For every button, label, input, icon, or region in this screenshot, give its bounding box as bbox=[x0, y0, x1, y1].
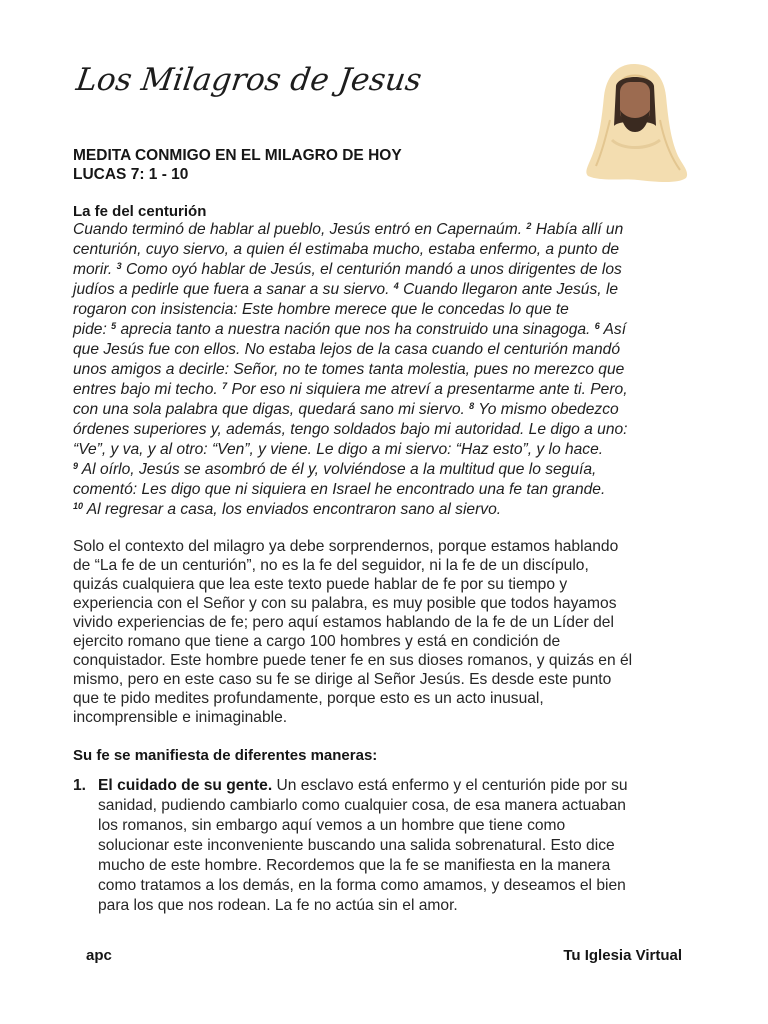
scripture-line bbox=[73, 460, 699, 480]
jesus-portrait-icon bbox=[582, 60, 690, 186]
verse-number: 8 bbox=[469, 401, 475, 411]
verse-text: aprecia tanto a nuestra nación que nos ha construido una sinagoga. bbox=[116, 321, 595, 338]
verse-text: centurión, cuyo siervo, a quien él estimaba mucho, estaba enfermo, a punto de bbox=[73, 241, 620, 258]
verse-number: 9 bbox=[73, 461, 79, 471]
scripture-title: La fe del centurión bbox=[73, 203, 207, 220]
verse-text: Al regresar a casa, los enviados encontraron sano al siervo. bbox=[83, 501, 502, 518]
scripture-passage bbox=[73, 220, 699, 520]
list-item-line bbox=[98, 776, 698, 796]
commentary-line: incomprensible e inimaginable. bbox=[73, 709, 288, 726]
verse-number: 7 bbox=[222, 381, 228, 391]
scripture-line bbox=[73, 280, 699, 300]
scripture-line bbox=[73, 500, 699, 520]
scripture-line bbox=[73, 420, 699, 440]
manifest-subheading: Su fe se manifiesta de diferentes maneras: bbox=[73, 747, 378, 764]
list-item-line bbox=[98, 816, 698, 836]
verse-number: 3 bbox=[116, 261, 122, 271]
verse-number: 6 bbox=[594, 321, 600, 331]
scripture-line bbox=[73, 300, 699, 320]
scripture-line bbox=[73, 380, 699, 400]
verse-text: Cuando llegaron ante Jesús, le bbox=[398, 281, 619, 298]
verse-number: 2 bbox=[526, 221, 532, 231]
list-item-line bbox=[98, 896, 698, 916]
list-item-text: solucionar este inconveniente buscando una salida sobrenatural. Esto dice bbox=[98, 837, 615, 854]
list-item-text: para los que nos rodean. La fe no actúa sin el amor. bbox=[98, 897, 458, 914]
verse-text: unos amigos a decirle: Señor, no te tomes tanta molestia, pues no merezco que bbox=[73, 361, 625, 378]
commentary-line: quizás cualquiera que lea este texto puede hablar de fe por su tiempo y bbox=[73, 576, 568, 593]
verse-number: 10 bbox=[73, 501, 84, 511]
verse-text: que Jesús fue con ellos. No estaba lejos de la casa cuando el centurión mandó bbox=[73, 341, 620, 358]
scripture-line bbox=[73, 360, 699, 380]
verse-text: pide: bbox=[73, 321, 112, 338]
brand-title: Los Milagros de Jesus bbox=[74, 62, 424, 98]
scripture-line bbox=[73, 480, 699, 500]
verse-text: Yo mismo obedezco bbox=[474, 401, 619, 418]
footer-author: apc bbox=[86, 947, 112, 964]
commentary-line: que te pido medites profundamente, porque esto es un acto inusual, bbox=[73, 690, 544, 707]
verse-text: “Ve”, y va, y al otro: “Ven”, y viene. Le digo a mi siervo: “Haz esto”, y lo hace. bbox=[73, 441, 604, 458]
commentary-line: vivido experiencias de fe; pero aquí estamos hablando de la fe de un Líder del bbox=[73, 614, 614, 631]
list-item-line bbox=[98, 836, 698, 856]
commentary-line: Solo el contexto del milagro ya debe sorprendernos, porque estamos hablando bbox=[73, 538, 619, 555]
list-item-line bbox=[98, 856, 698, 876]
commentary-line: mismo, pero en este caso su fe se dirige al Señor Jesús. Es desde este punto bbox=[73, 671, 612, 688]
verse-text: morir. bbox=[73, 261, 117, 278]
list-item-text: Un esclavo está enfermo y el centurión pide por su bbox=[272, 777, 628, 794]
list-item-text: los romanos, sin embargo aquí vemos a un hombre que tiene como bbox=[98, 817, 566, 834]
heading-line-1: MEDITA CONMIGO EN EL MILAGRO DE HOY bbox=[73, 147, 402, 164]
list-item-text: mucho de este hombre. Recordemos que la fe se manifiesta en la manera bbox=[98, 857, 611, 874]
list-item-lead: El cuidado de su gente. bbox=[98, 777, 273, 794]
heading-line-2: LUCAS 7: 1 - 10 bbox=[73, 166, 189, 183]
scripture-line bbox=[73, 320, 699, 340]
commentary-line: de “La fe de un centurión”, no es la fe del seguidor, ni la fe de un discípulo, bbox=[73, 557, 589, 574]
scripture-line bbox=[73, 400, 699, 420]
verse-text: comentó: Les digo que ni siquiera en Israel he encontrado una fe tan grande. bbox=[73, 481, 606, 498]
verse-text: órdenes superiores y, además, tengo soldados bajo mi autoridad. Le digo a uno: bbox=[73, 421, 628, 438]
commentary-line: experiencia con el Señor y con su palabra, es muy posible que todos hayamos bbox=[73, 595, 617, 612]
verse-text: Cuando terminó de hablar al pueblo, Jesús entró en Capernaúm. bbox=[73, 221, 527, 238]
verse-text: judíos a pedirle que fuera a sanar a su siervo. bbox=[73, 281, 394, 298]
verse-text: Por eso ni siquiera me atreví a presentarme ante ti. Pero, bbox=[227, 381, 628, 398]
verse-text: Así bbox=[599, 321, 627, 338]
list-item-line bbox=[98, 796, 698, 816]
list-item-number: 1. bbox=[73, 777, 87, 794]
footer-site-name: Tu Iglesia Virtual bbox=[563, 947, 682, 964]
verse-text: Había allí un bbox=[531, 221, 624, 238]
scripture-line bbox=[73, 240, 699, 260]
verse-text: Al oírlo, Jesús se asombró de él y, volviéndose a la multitud que lo seguía, bbox=[78, 461, 597, 478]
commentary-line: ejercito romano que tiene a cargo 100 hombres y está en condición de bbox=[73, 633, 561, 650]
list-item-text: sanidad, pudiendo cambiarlo como cualquier cosa, de esa manera actuaban bbox=[98, 797, 626, 814]
page-heading bbox=[73, 146, 402, 184]
verse-text: rogaron con insistencia: Este hombre merece que le concedas lo que te bbox=[73, 301, 569, 318]
list-item-text: como tratamos a los demás, en la forma como amamos, y deseamos el bien bbox=[98, 877, 626, 894]
list-item-line bbox=[98, 876, 698, 896]
commentary-paragraph bbox=[73, 537, 701, 727]
verse-text: Como oyó hablar de Jesús, el centurión mandó a unos dirigentes de los bbox=[121, 261, 622, 278]
verse-number: 5 bbox=[111, 321, 117, 331]
list-item-body bbox=[98, 776, 698, 916]
verse-text: entres bajo mi techo. bbox=[73, 381, 223, 398]
scripture-line bbox=[73, 220, 699, 240]
scripture-line bbox=[73, 260, 699, 280]
scripture-line bbox=[73, 340, 699, 360]
verse-text: con una sola palabra que digas, quedará sano mi siervo. bbox=[73, 401, 470, 418]
scripture-line bbox=[73, 440, 699, 460]
verse-number: 4 bbox=[393, 281, 399, 291]
commentary-line: conquistador. Este hombre puede tener fe en sus dioses romanos, y quizás en él bbox=[73, 652, 633, 669]
